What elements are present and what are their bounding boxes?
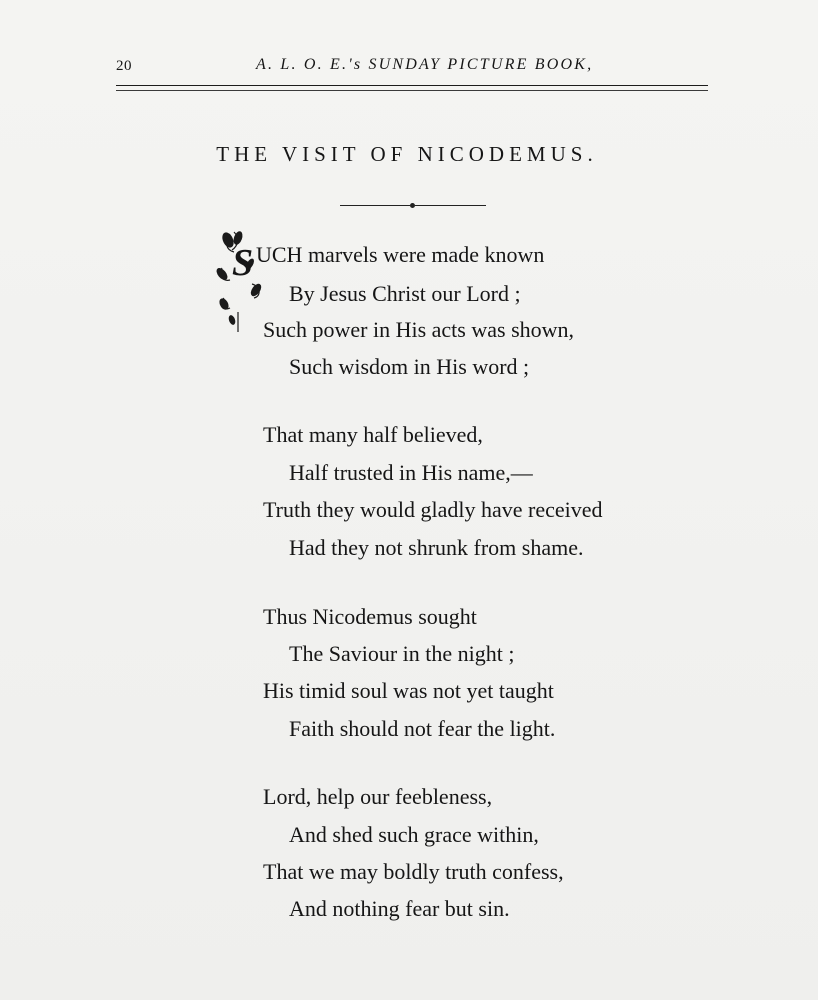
poem-line: The Saviour in the night ; xyxy=(289,641,515,666)
poem-line: Such wisdom in His word ; xyxy=(289,354,530,379)
poem-line: And nothing fear but sin. xyxy=(289,896,510,921)
drop-initial-letter: S xyxy=(232,242,254,284)
header-rule-thin xyxy=(116,90,708,91)
poem-line: Thus Nicodemus sought xyxy=(263,604,477,629)
poem-line: Lord, help our feebleness, xyxy=(263,784,493,809)
page-number: 20 xyxy=(116,58,132,74)
poem-title-text: THE VISIT OF NICODEMUS. xyxy=(216,142,598,166)
poem-line: Faith should not fear the light. xyxy=(289,716,556,741)
poem-line: Half trusted in His name,— xyxy=(289,460,533,485)
ornament-rule xyxy=(340,204,486,208)
poem-line: His timid soul was not yet taught xyxy=(263,678,554,703)
poem-line: And shed such grace within, xyxy=(289,822,539,847)
running-head xyxy=(116,56,708,80)
poem-line: Had they not shrunk from shame. xyxy=(289,535,584,560)
header-rule xyxy=(116,85,708,86)
book-title: A. L. O. E.'s SUNDAY PICTURE BOOK, xyxy=(256,56,594,73)
poem-line: By Jesus Christ our Lord ; xyxy=(289,281,521,306)
poem-line: That many half believed, xyxy=(263,422,483,447)
poem-line: Such power in His acts was shown, xyxy=(263,317,575,342)
poem-line: That we may boldly truth confess, xyxy=(263,859,564,884)
ornament-line-left xyxy=(340,205,410,206)
poem-line: UCH marvels were made known xyxy=(256,242,545,267)
poem-title xyxy=(0,142,818,167)
ornament-line-right xyxy=(415,205,486,206)
poem-line: Truth they would gladly have received xyxy=(263,497,603,522)
